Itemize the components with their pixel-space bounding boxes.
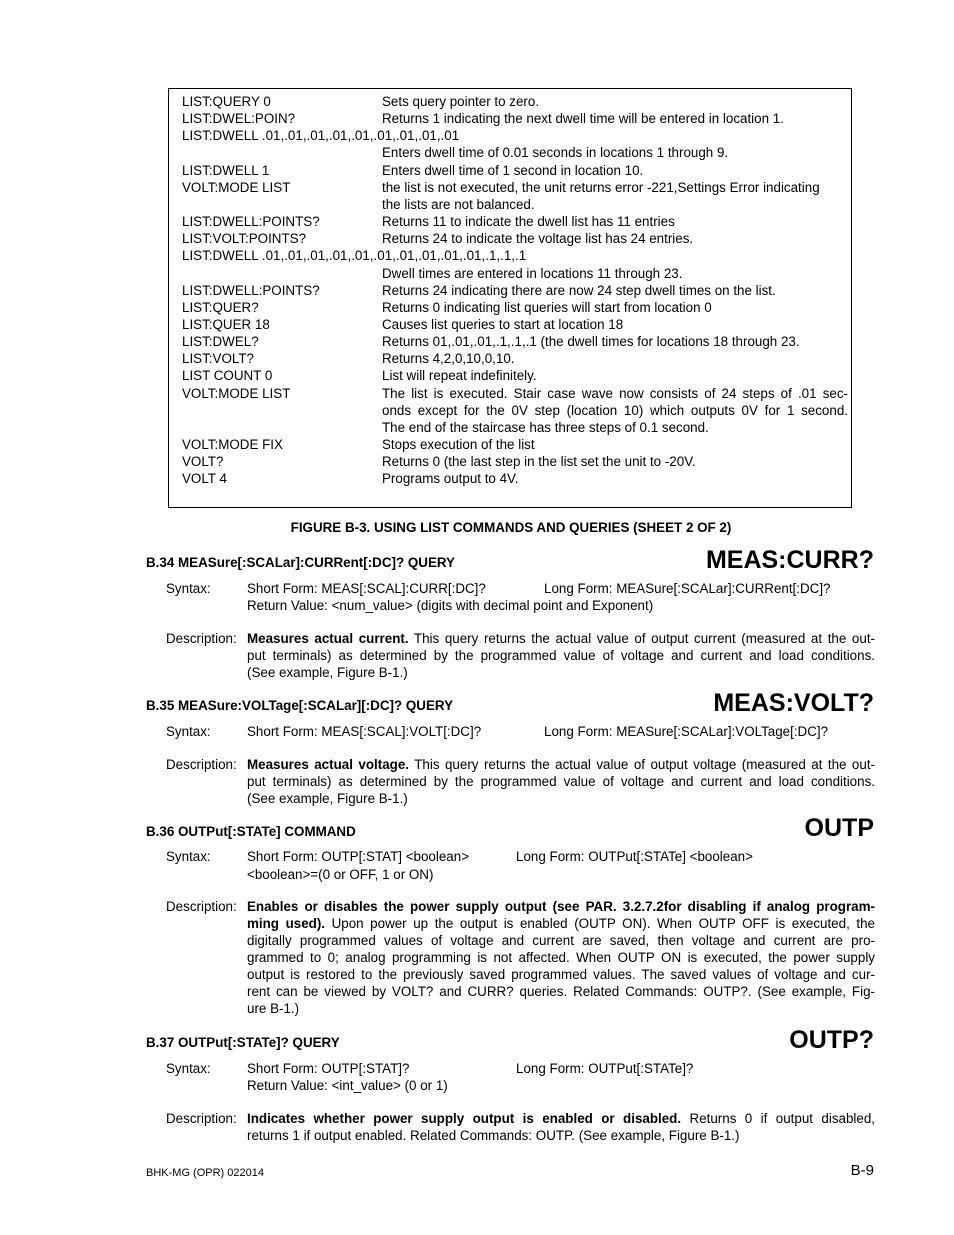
figure-command: LIST:QUERY 0 bbox=[182, 94, 271, 109]
figure-row bbox=[169, 419, 851, 436]
figure-description: Dwell times are entered in locations 11 through 23. bbox=[382, 265, 683, 281]
section-b34-heading: B.34 MEASure[:SCALar]:CURRent[:DC]? QUERY bbox=[146, 555, 455, 570]
section-b37-command-title: OUTP? bbox=[789, 1026, 874, 1054]
figure-description: Returns 1 indicating the next dwell time will be entered in location 1. bbox=[382, 111, 784, 127]
figure-row bbox=[169, 402, 851, 419]
b34-long-form: Long Form: MEASure[:SCALar]:CURRent[:DC]? bbox=[544, 581, 831, 596]
figure-description: Stops execution of the list bbox=[382, 437, 535, 452]
figure-row bbox=[169, 316, 851, 333]
figure-row bbox=[169, 110, 851, 127]
figure-description: Returns 11 to indicate the dwell list has 11 entries bbox=[382, 214, 675, 230]
b34-syntax-label: Syntax: bbox=[166, 581, 211, 596]
figure-row bbox=[169, 367, 851, 384]
b35-description-label: Description: bbox=[166, 757, 237, 772]
figure-description: Returns 4,2,0,10,0,10. bbox=[382, 351, 515, 367]
b36-short-form: Short Form: OUTP[:STAT] <boolean> bbox=[247, 849, 470, 864]
figure-row bbox=[169, 385, 851, 402]
b36-description-label: Description: bbox=[166, 899, 237, 914]
b36-desc-bold: Enables or disables the power supply output (see PAR. 3.2.7.2for disabling if analog program- bbox=[247, 899, 875, 914]
figure-command: LIST:VOLT? bbox=[182, 351, 254, 367]
b36-syntax-label: Syntax: bbox=[166, 849, 211, 864]
section-b35-heading: B.35 MEASure:VOLTage[:SCALar][:DC]? QUERY bbox=[146, 698, 454, 713]
figure-description: Returns 24 indicating there are now 24 step dwell times on the list. bbox=[382, 282, 776, 298]
figure-row bbox=[169, 144, 851, 161]
b35-desc-line: put terminals) as determined by the programmed value of voltage and current and load conditions. bbox=[247, 774, 875, 789]
figure-row bbox=[169, 453, 851, 470]
figure-row bbox=[169, 162, 851, 179]
figure-row bbox=[169, 196, 851, 213]
figure-row bbox=[169, 179, 851, 196]
b36-desc-line bbox=[247, 915, 875, 932]
figure-command: LIST:QUER 18 bbox=[182, 316, 270, 332]
b34-description-label: Description: bbox=[166, 631, 237, 646]
figure-description: Returns 24 to indicate the voltage list has 24 entries. bbox=[382, 231, 694, 247]
b37-syntax-label: Syntax: bbox=[166, 1061, 211, 1076]
figure-command: LIST:DWELL .01,.01,.01,.01,.01,.01,.01,.01,.01,.01,.1,.1,.1 bbox=[182, 248, 527, 264]
b36-desc-line: grammed to 0; analog programming is not affected. When OUTP ON is executed, the power supply bbox=[247, 950, 875, 965]
b36-desc-line bbox=[247, 898, 875, 915]
b37-description-label: Description: bbox=[166, 1111, 237, 1126]
b34-desc-bold: Measures actual current. bbox=[247, 631, 409, 646]
figure-description: Returns 0 (the last step in the list set the unit to -20V. bbox=[382, 454, 696, 470]
figure-command: LIST:DWELL:POINTS? bbox=[182, 282, 320, 298]
section-b37-heading: B.37 OUTPut[:STATe]? QUERY bbox=[146, 1035, 340, 1050]
figure-description: onds except for the 0V step (location 10) which outputs 0V for 1 second. bbox=[382, 402, 848, 418]
figure-command: LIST:DWELL 1 bbox=[182, 162, 270, 178]
figure-b3-box bbox=[168, 88, 852, 508]
figure-description: Enters dwell time of 0.01 seconds in locations 1 through 9. bbox=[382, 145, 729, 161]
figure-command: VOLT 4 bbox=[182, 471, 227, 487]
figure-command: LIST:QUER? bbox=[182, 299, 259, 315]
b35-desc-bold: Measures actual voltage. bbox=[247, 757, 410, 772]
figure-row bbox=[169, 299, 851, 316]
footer-page-number: B-9 bbox=[850, 1162, 874, 1179]
figure-description: Causes list queries to start at location 18 bbox=[382, 316, 624, 332]
figure-command: LIST:DWEL:POIN? bbox=[182, 111, 296, 127]
figure-row bbox=[169, 247, 851, 264]
b35-description bbox=[247, 756, 875, 807]
b37-long-form: Long Form: OUTPut[:STATe]? bbox=[516, 1061, 694, 1076]
figure-description: Programs output to 4V. bbox=[382, 471, 519, 487]
b37-desc-text: Returns 0 if output disabled, bbox=[681, 1111, 875, 1126]
b34-desc-line: put terminals) as determined by the programmed value of voltage and current and load conditions. bbox=[247, 648, 875, 663]
b37-desc-bold: Indicates whether power supply output is enabled or disabled. bbox=[247, 1111, 682, 1126]
footer-document-id: BHK-MG (OPR) 022014 bbox=[146, 1167, 264, 1179]
figure-row bbox=[169, 127, 851, 144]
b34-desc-line bbox=[247, 630, 875, 647]
figure-caption: FIGURE B-3. USING LIST COMMANDS AND QUERIES (SHEET 2 OF 2) bbox=[290, 520, 732, 535]
b36-desc-line: ure B-1.) bbox=[247, 1001, 300, 1016]
figure-command: VOLT:MODE FIX bbox=[182, 437, 283, 452]
b35-desc-text: This query returns the actual value of output voltage (measured at the out- bbox=[409, 757, 876, 772]
b36-desc-line: digitally programmed values of voltage and current are saved, then voltage and current are pro- bbox=[247, 933, 875, 948]
figure-command: LIST COUNT 0 bbox=[182, 368, 273, 384]
b37-description bbox=[247, 1110, 875, 1144]
b36-desc-text: Upon power up the output is enabled (OUTP ON). When OUTP OFF is executed, the bbox=[325, 916, 875, 931]
figure-command: VOLT:MODE LIST bbox=[182, 179, 291, 195]
section-b34-command-title: MEAS:CURR? bbox=[705, 546, 874, 574]
figure-row bbox=[169, 436, 851, 453]
b36-boolean-def: <boolean>=(0 or OFF, 1 or ON) bbox=[247, 867, 434, 882]
figure-description: the lists are not balanced. bbox=[382, 196, 535, 212]
b37-return-value: Return Value: <int_value> (0 or 1) bbox=[247, 1078, 448, 1093]
b37-desc-line: returns 1 if output enabled. Related Commands: OUTP. (See example, Figure B-1.) bbox=[247, 1128, 740, 1143]
figure-row bbox=[169, 470, 851, 487]
b35-long-form: Long Form: MEASure[:SCALar]:VOLTage[:DC]? bbox=[544, 724, 829, 739]
figure-command: LIST:DWEL? bbox=[182, 334, 259, 350]
b36-desc-line: output is restored to the previously saved programmed values. The saved values of voltage and cur- bbox=[247, 967, 875, 982]
figure-description: Sets query pointer to zero. bbox=[382, 94, 540, 109]
b34-desc-text: This query returns the actual value of output current (measured at the out- bbox=[408, 631, 875, 646]
figure-command: LIST:DWELL:POINTS? bbox=[182, 214, 320, 230]
b34-desc-line: (See example, Figure B-1.) bbox=[247, 665, 408, 680]
section-b35-command-title: MEAS:VOLT? bbox=[713, 689, 874, 717]
figure-description: The list is executed. Stair case wave now consists of 24 steps of .01 sec- bbox=[382, 385, 848, 401]
b37-short-form: Short Form: OUTP[:STAT]? bbox=[247, 1061, 410, 1076]
figure-description: Returns 01,.01,.01,.1,.1,.1 (the dwell times for locations 18 through 23. bbox=[382, 334, 800, 350]
figure-command: VOLT:MODE LIST bbox=[182, 385, 291, 401]
figure-row bbox=[169, 282, 851, 299]
section-b36-heading: B.36 OUTPut[:STATe] COMMAND bbox=[146, 824, 356, 839]
b34-return-value: Return Value: <num_value> (digits with decimal point and Exponent) bbox=[247, 598, 654, 613]
b34-short-form: Short Form: MEAS[:SCAL]:CURR[:DC]? bbox=[247, 581, 486, 596]
b36-desc-line: rent can be viewed by VOLT? and CURR? queries. Related Commands: OUTP?. (See example, Fig- bbox=[247, 984, 875, 999]
b36-long-form: Long Form: OUTPut[:STATe] <boolean> bbox=[516, 849, 753, 864]
figure-description: Returns 0 indicating list queries will start from location 0 bbox=[382, 299, 712, 315]
section-b36-command-title: OUTP bbox=[804, 814, 874, 842]
b35-desc-line: (See example, Figure B-1.) bbox=[247, 791, 408, 806]
b35-syntax-label: Syntax: bbox=[166, 724, 211, 739]
figure-row bbox=[169, 213, 851, 230]
figure-command: LIST:VOLT:POINTS? bbox=[182, 231, 307, 247]
figure-command: VOLT? bbox=[182, 454, 224, 470]
b34-description bbox=[247, 630, 875, 681]
b35-desc-line bbox=[247, 756, 875, 773]
figure-row bbox=[169, 265, 851, 282]
figure-command: LIST:DWELL .01,.01,.01,.01,.01,.01,.01,.01,.01 bbox=[182, 128, 460, 144]
figure-description: the list is not executed, the unit returns error -221,Settings Error indicating bbox=[382, 179, 820, 195]
figure-row bbox=[169, 93, 851, 110]
b36-description bbox=[247, 898, 875, 1017]
b37-desc-line bbox=[247, 1110, 875, 1127]
b36-desc-bold: ming used). bbox=[247, 916, 325, 931]
figure-row bbox=[169, 230, 851, 247]
b35-short-form: Short Form: MEAS[:SCAL]:VOLT[:DC]? bbox=[247, 724, 482, 739]
figure-row bbox=[169, 350, 851, 367]
figure-description: Enters dwell time of 1 second in location 10. bbox=[382, 162, 644, 178]
figure-row bbox=[169, 333, 851, 350]
figure-description: The end of the staircase has three steps of 0.1 second. bbox=[382, 419, 709, 435]
figure-description: List will repeat indefinitely. bbox=[382, 368, 537, 384]
